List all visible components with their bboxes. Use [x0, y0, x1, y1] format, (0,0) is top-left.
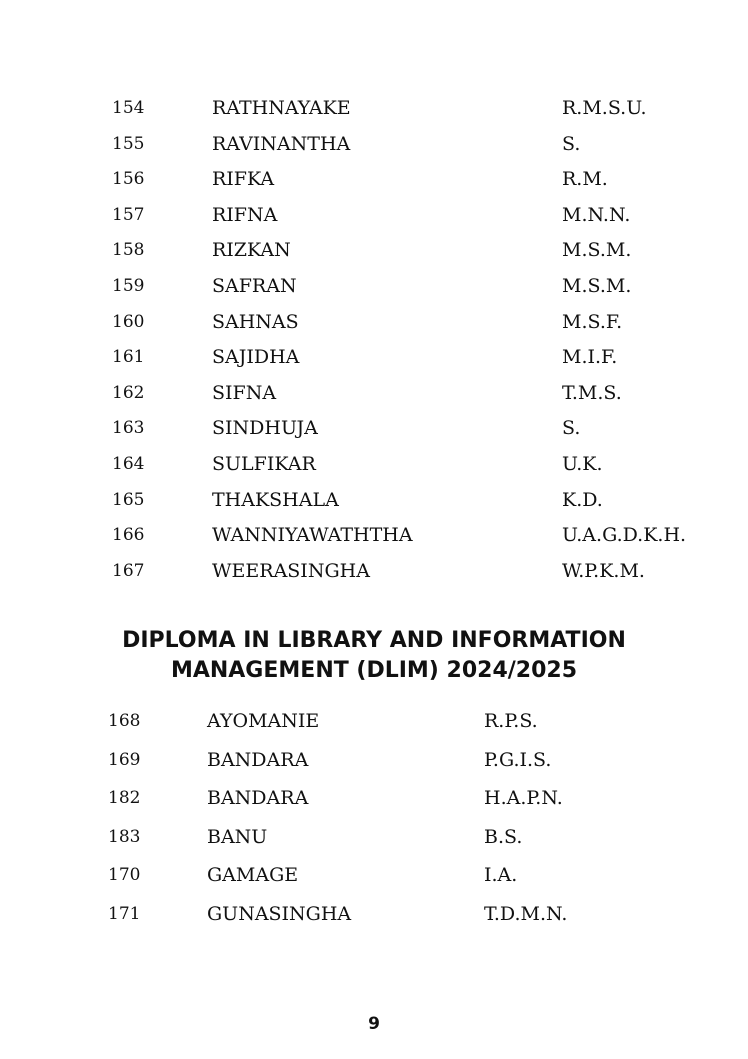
- student-list-continued: [0, 94, 748, 592]
- surname: SINDHUJA: [212, 417, 318, 440]
- surname: WANNIYAWATHTHA: [212, 524, 413, 547]
- surname: SAFRAN: [212, 274, 297, 297]
- surname: BANU: [207, 825, 268, 848]
- serial-number: 159: [112, 275, 145, 296]
- list-row: [0, 557, 748, 593]
- list-row: [0, 450, 748, 486]
- initials: B.S.: [484, 825, 523, 848]
- list-row: [0, 900, 748, 939]
- surname: BANDARA: [207, 748, 309, 771]
- dlim-student-list: [0, 707, 748, 939]
- initials: H.A.P.N.: [484, 787, 563, 810]
- surname: GAMAGE: [207, 864, 299, 887]
- list-row: [0, 784, 748, 823]
- initials: P.G.I.S.: [484, 748, 552, 771]
- serial-number: 166: [112, 525, 145, 546]
- serial-number: 158: [112, 240, 145, 261]
- surname: WEERASINGHA: [212, 559, 370, 582]
- serial-number: 167: [112, 560, 145, 581]
- surname: RIFKA: [212, 168, 275, 191]
- surname: RIZKAN: [212, 239, 291, 262]
- surname: BANDARA: [207, 787, 309, 810]
- list-row: [0, 707, 748, 746]
- initials: K.D.: [562, 488, 603, 511]
- serial-number: 162: [112, 382, 145, 403]
- initials: R.M.: [562, 168, 608, 191]
- surname: SIFNA: [212, 381, 277, 404]
- serial-number: 171: [108, 903, 141, 924]
- initials: M.I.F.: [562, 346, 618, 369]
- surname: GUNASINGHA: [207, 902, 352, 925]
- initials: W.P.K.M.: [562, 559, 645, 582]
- serial-number: 156: [112, 169, 145, 190]
- initials: M.S.M.: [562, 239, 632, 262]
- section-heading-line-1: DIPLOMA IN LIBRARY AND INFORMATION: [122, 628, 626, 653]
- list-row: [0, 521, 748, 557]
- surname: RAVINANTHA: [212, 132, 351, 155]
- surname: SULFIKAR: [212, 452, 316, 475]
- list-row: [0, 130, 748, 166]
- surname: RATHNAYAKE: [212, 97, 351, 119]
- serial-number: 164: [112, 453, 145, 474]
- list-row: [0, 746, 748, 785]
- list-row: [0, 272, 748, 308]
- initials: S.: [562, 132, 581, 155]
- surname: THAKSHALA: [212, 488, 339, 511]
- serial-number: 157: [112, 204, 145, 225]
- initials: T.M.S.: [562, 381, 622, 404]
- serial-number: 160: [112, 311, 145, 332]
- list-row: [0, 861, 748, 900]
- initials: T.D.M.N.: [484, 902, 568, 925]
- list-row: [0, 823, 748, 862]
- initials: M.N.N.: [562, 203, 631, 226]
- serial-number: 168: [108, 711, 141, 731]
- serial-number: 183: [108, 826, 141, 847]
- list-row: [0, 201, 748, 237]
- serial-number: 154: [112, 98, 145, 118]
- surname: AYOMANIE: [207, 710, 320, 732]
- serial-number: 165: [112, 489, 145, 510]
- section-heading-line-2: MANAGEMENT (DLIM) 2024/2025: [170, 658, 578, 683]
- initials: M.S.F.: [562, 310, 623, 333]
- surname: SAJIDHA: [212, 346, 300, 369]
- serial-number: 169: [108, 749, 141, 770]
- list-row: [0, 486, 748, 522]
- initials: U.K.: [562, 452, 603, 475]
- list-row: [0, 414, 748, 450]
- list-row: [0, 343, 748, 379]
- surname: RIFNA: [212, 203, 278, 226]
- page-number: 9: [368, 1014, 380, 1034]
- serial-number: 161: [112, 347, 145, 368]
- serial-number: 155: [112, 133, 145, 154]
- list-row: [0, 379, 748, 415]
- serial-number: 163: [112, 418, 145, 439]
- serial-number: 182: [108, 788, 141, 809]
- list-row: [0, 308, 748, 344]
- initials: R.P.S.: [484, 710, 538, 732]
- initials: S.: [562, 417, 581, 440]
- section-heading: [0, 626, 748, 686]
- list-row: [0, 165, 748, 201]
- initials: I.A.: [484, 864, 518, 887]
- initials: U.A.G.D.K.H.: [562, 524, 687, 547]
- serial-number: 170: [108, 865, 141, 886]
- list-row: [0, 94, 748, 130]
- list-row: [0, 236, 748, 272]
- initials: R.M.S.U.: [562, 97, 647, 119]
- initials: M.S.M.: [562, 274, 632, 297]
- surname: SAHNAS: [212, 310, 299, 333]
